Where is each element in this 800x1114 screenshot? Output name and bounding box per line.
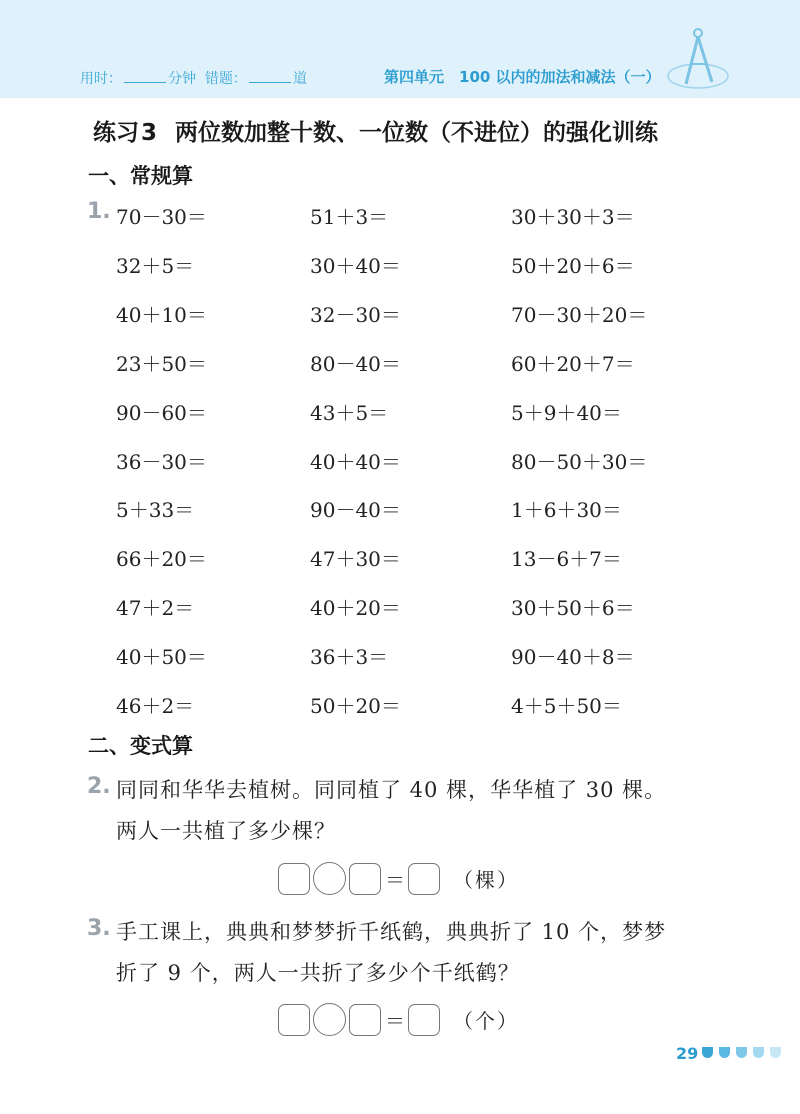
calc-expression: 4＋5＋50＝ [511,694,622,718]
errors-label: 错题： [204,71,247,87]
question-number-3: 3. [87,916,111,941]
calc-expression: 30＋50＋6＝ [511,596,635,621]
answer-box-operand-2[interactable] [349,863,381,895]
question-3-text-line-2: 折了 9 个，两人一共折了多少个千纸鹤？ [116,961,520,985]
question-2-text-line-2: 两人一共植了多少棵？ [116,819,336,843]
unit-title: 第四单元 100 以内的加法和减法（一） [384,68,661,86]
calc-expression: 70－30＝ [116,205,207,229]
calc-expression: 46＋2＝ [116,694,195,718]
calc-expression: 40＋10＝ [116,302,207,327]
header-time-errors [80,68,307,88]
page-decoration-cups [702,1047,787,1058]
exercise-title [93,114,658,147]
section-heading-regular: 一、常规算 [88,164,193,188]
title-text: 两位数加整十数、一位数（不进位）的强化训练 [175,120,659,146]
calc-expression: 40＋50＝ [116,645,207,670]
calc-expression: 90－40＋8＝ [511,645,635,670]
calc-expression: 47＋2＝ [116,596,195,621]
calc-expression: 5＋9＋40＝ [511,400,622,425]
calc-expression: 30＋40＝ [310,253,401,278]
compass-icon [662,24,732,94]
answer-box-result[interactable] [408,863,440,895]
answer-box-operand-1[interactable] [278,1004,310,1036]
answer-box-operand-2[interactable] [349,1004,381,1036]
answer-circle-operator[interactable] [313,1003,346,1036]
time-blank[interactable] [124,70,166,83]
calc-expression: 30＋30＋3＝ [511,205,635,229]
calc-expression: 51＋3＝ [310,205,389,229]
calc-expression: 43＋5＝ [310,400,389,425]
question-3-answer-row [278,1003,519,1036]
errors-unit: 道 [292,71,307,87]
equals-sign: ＝ [385,1009,405,1033]
title-number: 3 [141,120,158,146]
question-number-2: 2. [87,774,111,799]
answer-circle-operator[interactable] [313,862,346,895]
calc-expression: 36＋3＝ [310,645,389,670]
calc-expression: 50＋20＝ [310,694,401,718]
answer-box-result[interactable] [408,1004,440,1036]
calc-expression: 40＋20＝ [310,596,401,621]
question-number-1: 1. [87,199,111,224]
calc-expression: 47＋30＝ [310,547,401,572]
calc-expression: 50＋20＋6＝ [511,253,635,278]
answer-box-operand-1[interactable] [278,863,310,895]
calc-expression: 70－30＋20＝ [511,302,648,327]
cup-icon [753,1047,764,1058]
equals-sign: ＝ [385,868,405,892]
cup-icon [719,1047,730,1058]
errors-blank[interactable] [249,70,291,83]
answer-unit: （个） [453,1009,519,1033]
cup-icon [770,1047,781,1058]
calc-expression: 80－50＋30＝ [511,449,648,474]
cup-icon [702,1047,713,1058]
question-2-answer-row [278,862,519,895]
calc-expression: 23＋50＝ [116,351,207,376]
calc-expression: 1＋6＋30＝ [511,498,622,523]
calc-expression: 36－30＝ [116,449,207,474]
calc-expression: 66＋20＝ [116,547,207,572]
calc-expression: 60＋20＋7＝ [511,351,635,376]
calc-expression: 40＋40＝ [310,449,401,474]
title-prefix: 练习 [93,120,139,146]
time-label: 用时： [80,71,122,87]
question-2-text-line-1: 同同和华华去植树。同同植了 40 棵，华华植了 30 棵。 [116,778,667,802]
calc-expression: 32－30＝ [310,302,401,327]
calc-expression: 80－40＝ [310,351,401,376]
calc-expression: 5＋33＝ [116,498,195,523]
question-3-text-line-1: 手工课上，典典和梦梦折千纸鹤，典典折了 10 个，梦梦 [116,920,667,944]
cup-icon [736,1047,747,1058]
answer-unit: （棵） [453,868,519,892]
page-number: 29 [676,1044,699,1063]
calc-expression: 90－40＝ [310,498,401,523]
calc-expression: 90－60＝ [116,400,207,425]
section-heading-variant: 二、变式算 [88,734,193,758]
calc-expression: 32＋5＝ [116,253,195,278]
calc-expression: 13－6＋7＝ [511,547,622,572]
time-unit: 分钟 [168,71,196,87]
